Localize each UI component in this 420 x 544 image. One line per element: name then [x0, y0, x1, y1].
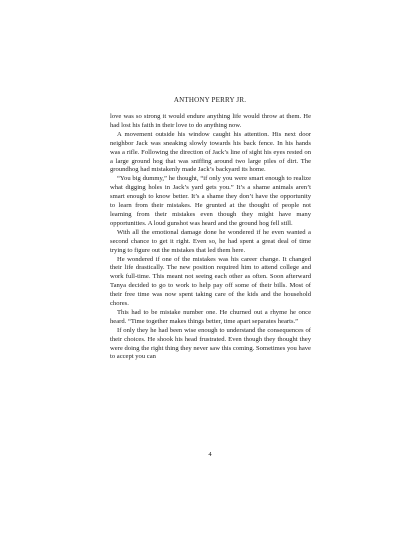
page-number: 4: [208, 451, 212, 458]
paragraph: With all the emotional damage done he wondered if he even wanted a second chance to get it right. Even so, he had spent a great deal of time trying to figure out the mistakes that led them here.: [110, 228, 311, 254]
running-header: ANTHONY PERRY JR.: [173, 96, 247, 104]
paragraph: love was so strong it would endure anything life would throw at them. He had lost his faith in their love to do anything now.: [110, 113, 311, 129]
paragraph: If only they he had been wise enough to understand the consequences of their choices. He shook his head frustrated. Even though they thought they were doing the right thing they never saw this coming. Sometimes you have to accept you can: [110, 326, 311, 361]
paragraph: “You big dummy,” he thought, “if only you were smart enough to realize what digging holes in Jack’s yard gets you.” It’s a shame animals aren’t smart enough to know better. It’s a shame they don’t have the opportunity to learn from their mistakes. He grunted at the thought of people not learning from their mistakes even though they might have many opportunities. A loud gunshot was heard and the ground hog fell still.: [110, 175, 311, 227]
paragraph: A movement outside his window caught his attention. His next door neighbor Jack was sneaking slowly towards his back fence. In his hands was a rifle. Following the direction of Jack’s line of sight his eyes rested on a large ground hog that was sniffing around two large piles of dirt. The groundhog had mistakenly made Jack’s backyard its home.: [110, 130, 311, 174]
paragraph: This had to be mistake number one. He churned out a rhyme he once heard. “Time together makes things better, time apart separates hearts.”: [110, 308, 311, 325]
paragraph: He wondered if one of the mistakes was his career change. It changed their life drastically. The new position required him to attend college and work full-time. This meant not seeing each other as often. Soon afterward Tanya decided to go to work to help pay off some of their bills. Most of their free time was now spent taking care of the kids and the household chores.: [110, 255, 311, 308]
body-text: [110, 113, 311, 362]
